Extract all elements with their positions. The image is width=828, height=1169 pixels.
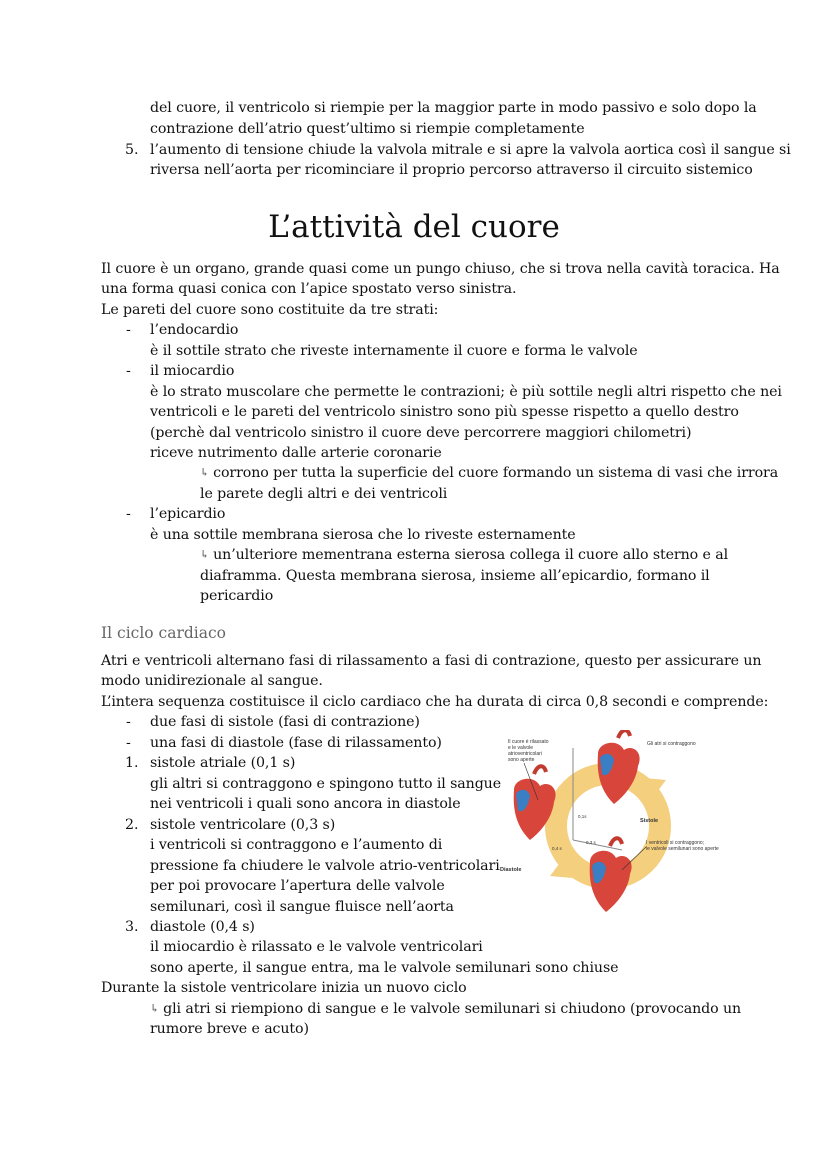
- time-label: 0,3 s: [586, 840, 596, 845]
- sub-point: [200, 545, 728, 567]
- phase-title: sistole atriale (0,1 s): [150, 755, 296, 771]
- layer-description: riceve nutrimento dalle arterie coronarie: [150, 445, 442, 461]
- layer-title-epicardio: l’epicardio: [150, 506, 226, 522]
- intro-line: contrazione dell’atrio quest’ultimo si riempie completamente: [150, 121, 585, 137]
- list-number: 1.: [125, 755, 139, 771]
- paragraph-line: Le pareti del cuore sono costituite da tre strati:: [101, 302, 439, 318]
- list-item-text: due fasi di sistole (fasi di contrazione): [150, 714, 420, 730]
- layer-description: è lo strato muscolare che permette le contrazioni; è più sottile negli altri rispetto che nei: [150, 384, 782, 400]
- phase-description: gli altri si contraggono e spingono tutto il sangue: [150, 776, 502, 792]
- bullet-dash: -: [126, 322, 131, 338]
- phase-description: semilunari, così il sangue fluisce nell’aorta: [150, 899, 454, 915]
- phase-description: sono aperte, il sangue entra, ma le valvole semilunari sono chiuse: [150, 960, 619, 976]
- list-number: 3.: [125, 919, 139, 935]
- bullet-dash: -: [126, 714, 131, 730]
- sub-point: [200, 463, 778, 485]
- list-number: 5.: [125, 142, 139, 158]
- paragraph-line: una forma quasi conica con l’apice spostato verso sinistra.: [101, 281, 517, 297]
- time-label: 0,1s: [578, 814, 587, 819]
- paragraph-line: Durante la sistole ventricolare inizia un nuovo ciclo: [101, 980, 467, 996]
- list-number: 2.: [125, 817, 139, 833]
- page-title: L’attività del cuore: [268, 209, 560, 245]
- paragraph-line: modo unidirezionale al sangue.: [101, 673, 323, 689]
- section-subtitle: Il ciclo cardiaco: [101, 624, 227, 642]
- heart-ventricles-contract: [590, 838, 632, 912]
- phase-description: i ventricoli si contraggono e l’aumento di: [150, 837, 443, 853]
- figure-label-sistole: Sistole: [640, 818, 659, 824]
- phase-title: sistole ventricolare (0,3 s): [150, 817, 336, 833]
- intro-line: del cuore, il ventricolo si riempie per la maggior parte in modo passivo e solo dopo la: [150, 100, 757, 116]
- figure-label: le valvole semilunari sono aperte: [646, 846, 719, 852]
- sub-point-text: un’ulteriore mementrana esterna sierosa collega il cuore allo sterno e al: [213, 547, 729, 563]
- layer-description: è il sottile strato che riveste internamente il cuore e forma le valvole: [150, 343, 638, 359]
- figure-label-diastole: Diastole: [500, 867, 522, 873]
- figure-label: I ventricoli si contraggono;: [646, 840, 705, 846]
- layer-description: è una sottile membrana sierosa che lo riveste esternamente: [150, 527, 576, 543]
- bullet-dash: -: [126, 506, 131, 522]
- phase-description: il miocardio è rilassato e le valvole ventricolari: [150, 939, 483, 955]
- sub-point-text: gli atri si riempiono di sangue e le valvole semilunari si chiudono (provocando un: [163, 1001, 742, 1017]
- cardiac-cycle-diagram: [494, 730, 752, 930]
- layer-description: (perchè dal ventricolo sinistro il cuore deve percorrere maggiori chilometri): [150, 425, 692, 441]
- bullet-dash: -: [126, 363, 131, 379]
- sub-point: [150, 999, 741, 1021]
- phase-description: per poi provocare l’apertura delle valvole: [150, 878, 445, 894]
- paragraph-line: Il cuore è un organo, grande quasi come un pungo chiuso, che si trova nella cavità toracica. Ha: [101, 261, 780, 277]
- list-item-text: l’aumento di tensione chiude la valvola mitrale e si apre la valvola aortica così il sangue si: [150, 142, 791, 158]
- figure-label: Gli atri si contraggono: [647, 741, 696, 747]
- list-item-text: riversa nell’aorta per ricominciare il proprio percorso attraverso il circuito sistemico: [150, 162, 753, 178]
- sub-point-text: diaframma. Questa membrana sierosa, insieme all’epicardio, formano il: [200, 568, 710, 584]
- phase-title: diastole (0,4 s): [150, 919, 255, 935]
- time-label: 0,4 s: [552, 846, 562, 851]
- sub-point-text: corrono per tutta la superficie del cuore formando un sistema di vasi che irrora: [213, 465, 779, 481]
- sub-point-text: rumore breve e acuto): [150, 1021, 309, 1037]
- layer-description: ventricoli e le pareti del ventricolo sinistro sono più spesse rispetto a quello destro: [150, 404, 739, 420]
- layer-title-endocardio: l’endocardio: [150, 322, 239, 338]
- sub-point-text: le parete degli altri e dei ventricoli: [200, 486, 448, 502]
- return-arrow-icon: ↳: [200, 466, 210, 479]
- phase-description: pressione fa chiudere le valvole atrio-ventricolari: [150, 858, 500, 874]
- paragraph-line: L’intera sequenza costituisce il ciclo cardiaco che ha durata di circa 0,8 secondi e comprende:: [101, 694, 769, 710]
- return-arrow-icon: ↳: [150, 1002, 160, 1015]
- sub-point-text: pericardio: [200, 588, 274, 604]
- paragraph-line: Atri e ventricoli alternano fasi di rilassamento a fasi di contrazione, questo per assicurare un: [101, 653, 762, 669]
- list-item-text: una fasi di diastole (fase di rilassamento): [150, 735, 442, 751]
- figure-label: Il cuore è rilassato: [508, 739, 549, 745]
- figure-label: sono aperte: [508, 757, 535, 763]
- figure-label: e le valvole: [508, 745, 534, 751]
- return-arrow-icon: ↳: [200, 548, 210, 561]
- phase-description: nei ventricoli i quali sono ancora in diastole: [150, 796, 461, 812]
- figure-label: atrioventricolari: [508, 751, 542, 757]
- bullet-dash: -: [126, 735, 131, 751]
- layer-title-miocardio: il miocardio: [150, 363, 235, 379]
